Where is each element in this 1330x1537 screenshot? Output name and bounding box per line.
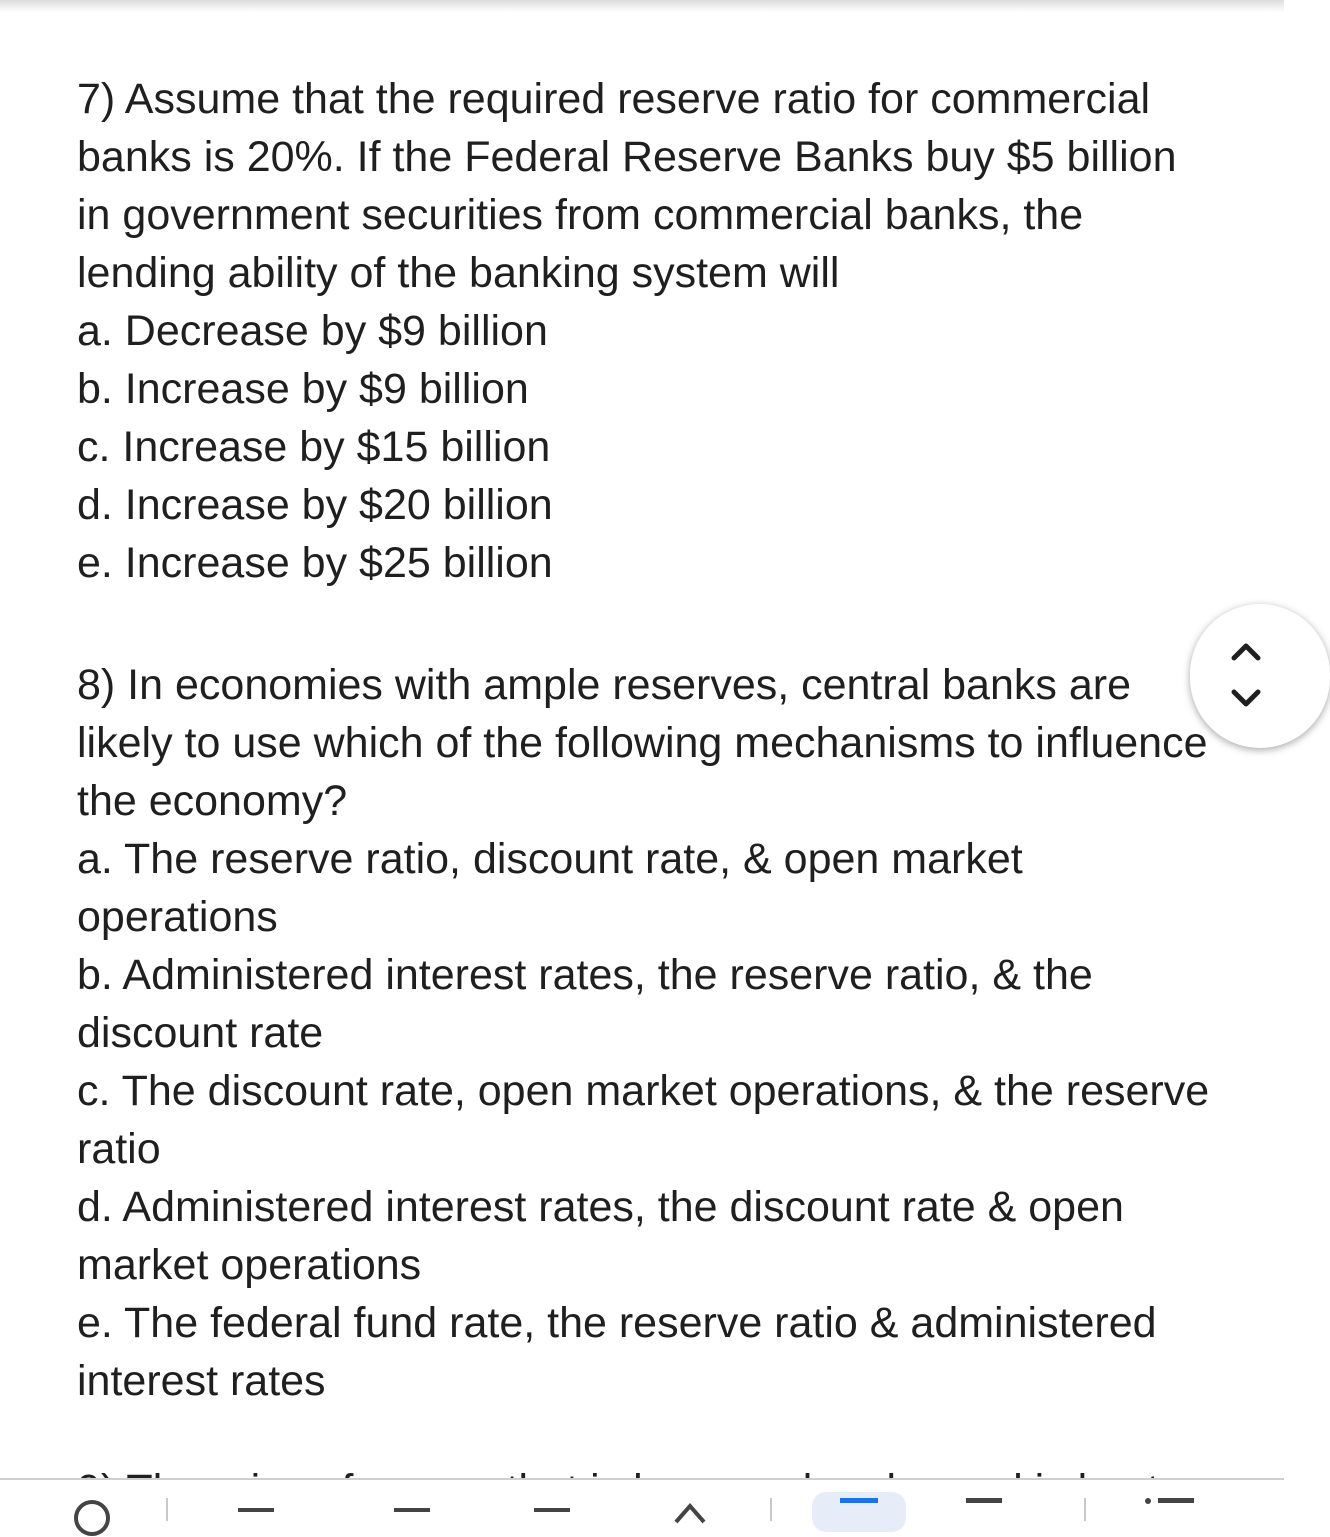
question-8 [77, 656, 1217, 1410]
list-icon[interactable] [1140, 1492, 1200, 1522]
bold-icon[interactable] [234, 1492, 278, 1522]
option-d: d. Administered interest rates, the discount rate & open market operations [77, 1183, 1124, 1289]
toolbar-divider [166, 1498, 168, 1521]
option-a: a. Decrease by $9 billion [77, 307, 548, 355]
chevron-up-icon [1224, 632, 1268, 672]
color-circle-icon[interactable] [72, 1492, 112, 1532]
align-left-icon [812, 1492, 906, 1532]
previous-button[interactable] [1224, 632, 1268, 672]
chevron-down-icon [1224, 678, 1268, 718]
question-9-partial [77, 1455, 1217, 1479]
text-style-icon[interactable] [668, 1492, 712, 1522]
format-toolbar [0, 1478, 1284, 1521]
option-d: d. Increase by $20 billion [77, 481, 553, 529]
option-list [77, 302, 1217, 592]
next-button[interactable] [1224, 678, 1268, 718]
option-c: c. Increase by $15 billion [77, 423, 551, 471]
option-e: e. Increase by $25 billion [77, 539, 553, 587]
question-text: 8) In economies with ample reserves, central banks are likely to use which of the following mechanisms to influence the economy? [77, 661, 1208, 825]
option-b: b. Increase by $9 billion [77, 365, 529, 413]
question-7 [77, 70, 1217, 592]
toolbar-divider [1084, 1498, 1086, 1521]
document-content [77, 70, 1217, 1410]
align-center-icon[interactable] [962, 1492, 1006, 1522]
top-edge-shadow [0, 0, 1284, 12]
option-b: b. Administered interest rates, the reserve ratio, & the discount rate [77, 951, 1093, 1057]
toolbar-divider [770, 1498, 772, 1521]
option-e: e. The federal fund rate, the reserve ratio & administered interest rates [77, 1299, 1157, 1405]
option-list [77, 830, 1217, 1410]
italic-icon[interactable] [390, 1492, 434, 1522]
question-text: 7) Assume that the required reserve ratio for commercial banks is 20%. If the Federal Reserve Banks buy $5 billion in government securities from commercial banks, the lending ability of the banking system will [77, 75, 1177, 297]
underline-icon[interactable] [530, 1492, 574, 1522]
align-left-button[interactable] [812, 1492, 906, 1532]
question-navigator [1190, 604, 1330, 748]
option-c: c. The discount rate, open market operations, & the reserve ratio [77, 1067, 1210, 1173]
option-a: a. The reserve ratio, discount rate, & open market operations [77, 835, 1023, 941]
